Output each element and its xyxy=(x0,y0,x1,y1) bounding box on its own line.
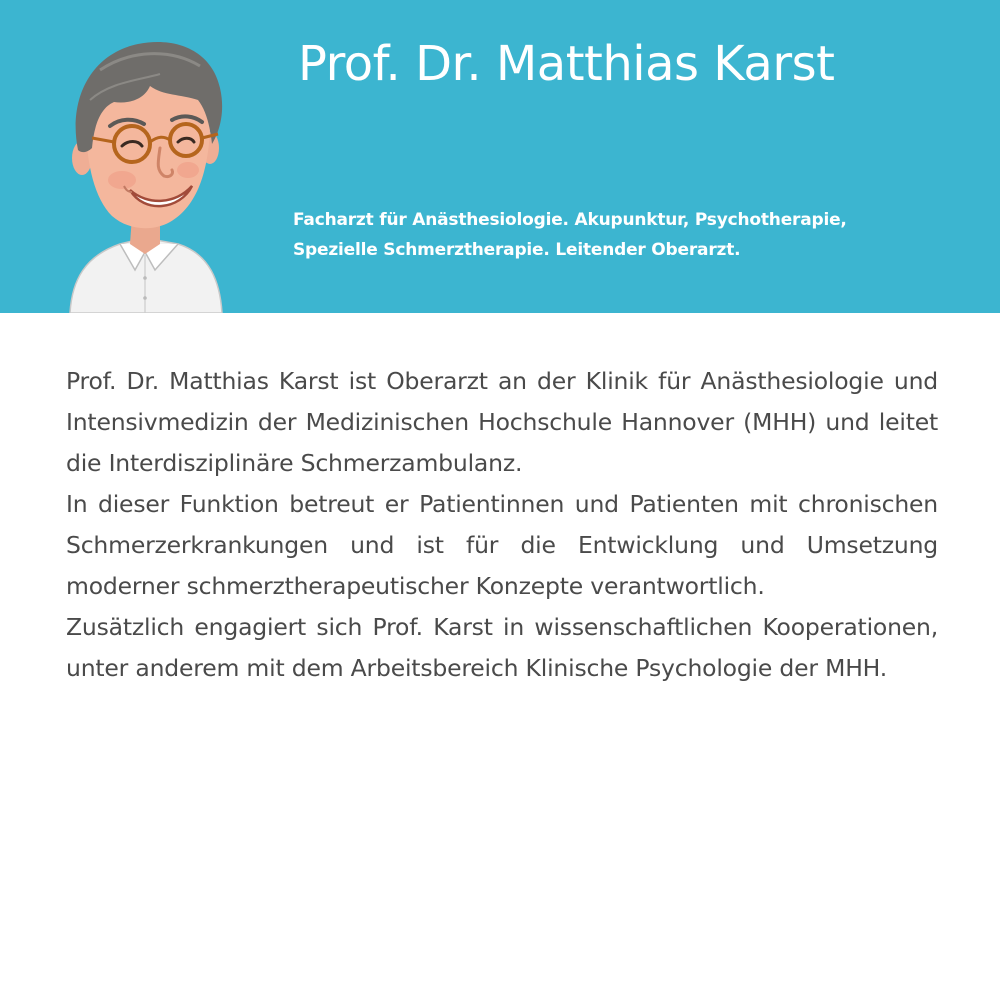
bio-paragraph: Prof. Dr. Matthias Karst ist Oberarzt an der Klinik für Anästhesiologie und Intensivmedizin der Medizinischen Hochschule Hannover (MHH) und leitet die Interdisziplinäre Schmerzambulanz. xyxy=(66,367,938,477)
caricature-portrait xyxy=(60,30,235,313)
bio-paragraph: In dieser Funktion betreut er Patientinnen und Patienten mit chronischen Schmerzerkrankungen und ist für die Entwicklung und Umsetzung moderner schmerztherapeutischer Konzepte verantwortlich. xyxy=(66,490,938,600)
page-title: Prof. Dr. Matthias Karst xyxy=(298,36,835,92)
profile-header xyxy=(0,0,1000,313)
biography xyxy=(66,361,938,689)
profile-subtitle: Facharzt für Anästhesiologie. Akupunktur, Psychotherapie, Spezielle Schmerztherapie. Leitender Oberarzt. xyxy=(293,210,847,260)
bio-paragraph: Zusätzlich engagiert sich Prof. Karst in wissenschaftlichen Kooperationen, unter anderem mit dem Arbeitsbereich Klinische Psychologie der MHH. xyxy=(66,613,938,682)
